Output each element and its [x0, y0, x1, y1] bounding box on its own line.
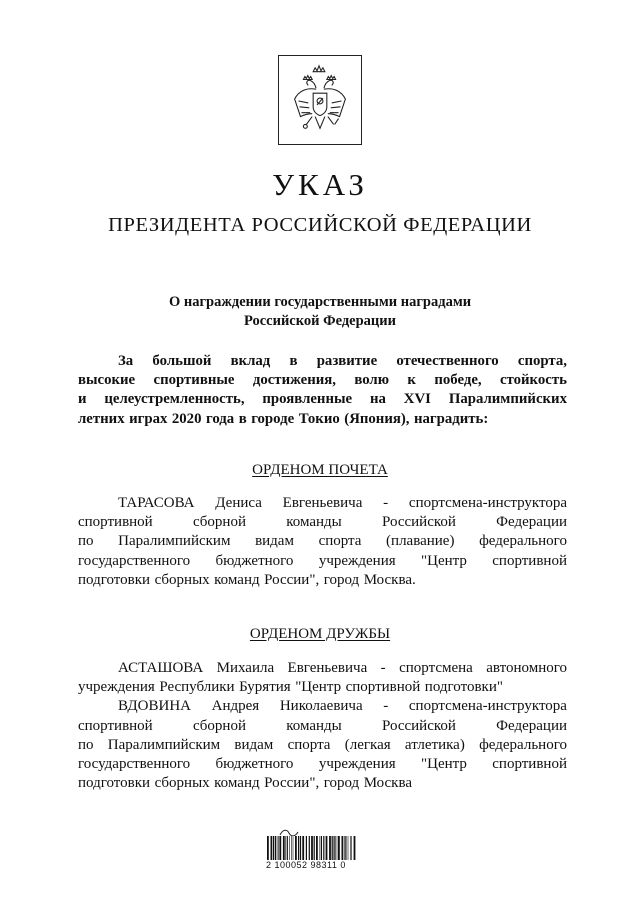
word: Федерации	[496, 717, 567, 734]
word: -	[380, 660, 386, 676]
word: Республики	[159, 679, 235, 696]
text-line	[78, 494, 567, 513]
word: подготовки	[78, 571, 151, 588]
document-issuer: ПРЕЗИДЕНТА РОССИЙСКОЙ ФЕДЕРАЦИИ	[108, 214, 532, 236]
word: спорта	[318, 533, 362, 550]
word: учреждения	[78, 679, 155, 696]
word: команды	[286, 514, 342, 531]
word: года	[205, 410, 235, 427]
word: спортивной	[78, 717, 153, 734]
word: к	[407, 372, 416, 389]
state-emblem	[278, 55, 362, 145]
text-line	[78, 532, 567, 551]
word: "Центр	[295, 679, 342, 696]
word: вклад	[230, 353, 271, 369]
word: городе	[251, 410, 295, 427]
word: Паралимпийским	[107, 736, 221, 753]
barcode-bars	[266, 836, 356, 860]
word: (Япония),	[344, 410, 410, 427]
word: Евгеньевича	[282, 495, 363, 511]
word: в	[238, 410, 247, 427]
word: Паралимпийских	[448, 391, 567, 408]
word: -	[383, 698, 389, 715]
text-line	[78, 371, 567, 390]
barcode	[266, 828, 356, 871]
text-line	[78, 659, 567, 678]
word: отечественного	[396, 353, 499, 369]
award-heading-order-of-friendship: ОРДЕНОМ ДРУЖБЫ	[249, 626, 391, 642]
word: ВДОВИНА	[118, 698, 192, 715]
word: видам	[234, 736, 274, 753]
word: играх	[129, 410, 168, 427]
word: Николаевича	[279, 698, 363, 715]
word: Дениса	[215, 495, 262, 511]
text-line	[78, 678, 567, 697]
word: спорта,	[517, 353, 567, 369]
word: высокие	[78, 372, 136, 389]
barcode-digits: 2 100052 98311 0	[266, 860, 346, 870]
word: Бурятия	[239, 679, 291, 696]
word: государственного	[78, 756, 191, 773]
word: автономного	[486, 660, 567, 676]
word: в	[289, 353, 298, 369]
word: 2020	[171, 410, 202, 427]
word: "Центр	[421, 552, 467, 569]
subject-line: О награждении государственными наградами	[168, 294, 472, 310]
preamble-paragraph	[78, 352, 567, 429]
word: спорта	[287, 736, 331, 753]
word: сборных	[154, 571, 210, 588]
word: (плавание)	[386, 533, 455, 550]
word: федерального	[479, 533, 567, 550]
word: по	[78, 533, 94, 550]
word: видам	[255, 533, 294, 550]
word: большой	[152, 353, 212, 369]
text-line	[78, 755, 567, 774]
word: подготовки"	[424, 679, 503, 696]
word: стойкость	[499, 372, 567, 389]
word: бюджетного	[215, 756, 294, 773]
word: федерального	[479, 736, 567, 753]
award-recipients-order-of-honour	[78, 494, 567, 590]
word: XVI	[403, 391, 431, 408]
word: развитие	[316, 353, 378, 369]
subject-line: Российской Федерации	[243, 313, 396, 329]
text-line	[78, 736, 567, 755]
award-heading-order-of-honour: ОРДЕНОМ ПОЧЕТА	[252, 462, 388, 478]
word: АСТАШОВА	[118, 660, 204, 676]
word: волю	[354, 372, 390, 389]
text-line	[78, 552, 567, 571]
word: проявленные	[262, 391, 353, 408]
word: спортивные	[153, 372, 235, 389]
word: на	[369, 391, 386, 408]
word: спортсмена-инструктора	[408, 495, 567, 511]
word: сборных	[154, 775, 210, 792]
word: Москва.	[363, 571, 416, 588]
word: Российской	[381, 514, 456, 531]
word: спортсмена	[399, 660, 473, 676]
text-line	[78, 697, 567, 716]
word: Федерации	[496, 514, 567, 531]
word: бюджетного	[215, 552, 294, 569]
word: по	[78, 736, 94, 753]
word: спортивной	[78, 514, 153, 531]
word: атлетика)	[404, 736, 465, 753]
word: Андрея	[211, 698, 260, 715]
document-subject	[0, 293, 640, 331]
word: победе,	[434, 372, 482, 389]
text-line	[78, 774, 567, 793]
text-line	[78, 410, 567, 429]
word: учреждения	[318, 756, 396, 773]
award-recipients-order-of-friendship	[78, 659, 567, 793]
word: Москва	[363, 775, 413, 792]
word: ТАРАСОВА	[118, 495, 195, 511]
word: Российской	[381, 717, 456, 734]
word: России",	[264, 775, 320, 792]
word: сборной	[192, 514, 246, 531]
word: летних	[78, 410, 125, 427]
word: спортсмена-инструктора	[408, 698, 567, 715]
text-line	[78, 717, 567, 736]
word: целеустремленность,	[104, 391, 245, 408]
word: За	[118, 353, 134, 369]
word: -	[383, 495, 389, 511]
word: спортивной	[492, 756, 567, 773]
word: "Центр	[421, 756, 467, 773]
word: сборной	[192, 717, 246, 734]
word: Михаила	[216, 660, 275, 676]
text-line	[78, 571, 567, 590]
word: учреждения	[318, 552, 396, 569]
word: спортивной	[492, 552, 567, 569]
text-line	[78, 513, 567, 532]
word: (легкая	[344, 736, 391, 753]
word: государственного	[78, 552, 191, 569]
word: Паралимпийским	[118, 533, 231, 550]
word: команд	[214, 775, 260, 792]
word: город	[323, 775, 360, 792]
word: наградить:	[414, 410, 489, 427]
text-line	[78, 352, 567, 371]
word: подготовки	[78, 775, 151, 792]
word: город	[323, 571, 360, 588]
document-type: УКАЗ	[272, 167, 368, 202]
text-line	[78, 390, 567, 409]
word: России",	[264, 571, 320, 588]
word: достижения,	[252, 372, 336, 389]
word: команды	[286, 717, 342, 734]
barcode-logo-icon	[266, 828, 356, 836]
double-headed-eagle-icon	[279, 56, 361, 144]
word: Токио	[298, 410, 340, 427]
word: спортивной	[345, 679, 421, 696]
word: Евгеньевича	[287, 660, 368, 676]
word: команд	[214, 571, 260, 588]
word: и	[78, 391, 87, 408]
